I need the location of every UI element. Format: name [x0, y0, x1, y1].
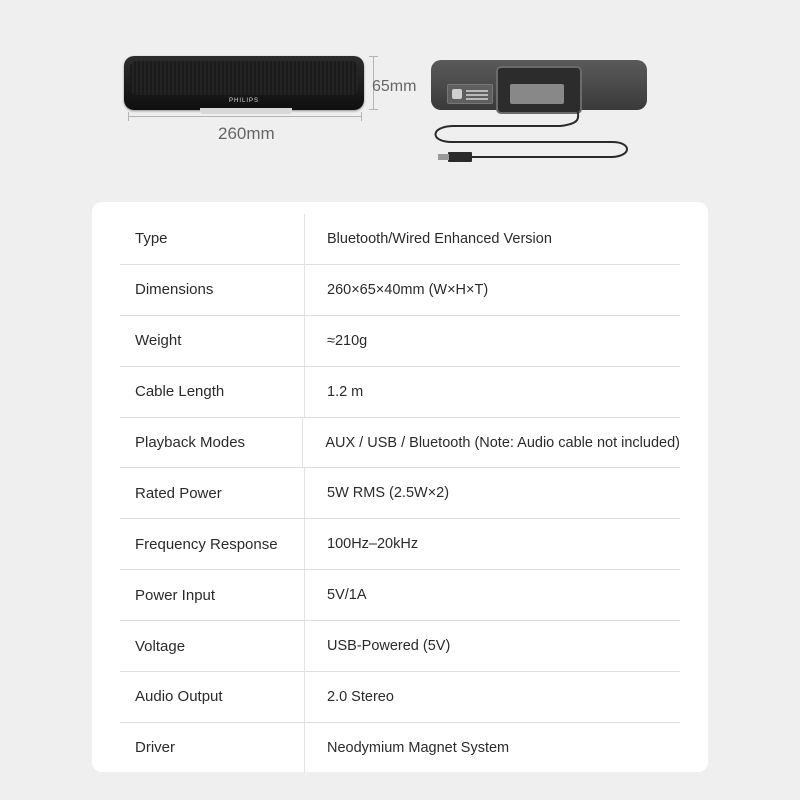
spec-value: 5W RMS (2.5W×2)	[327, 485, 450, 502]
spec-label: Dimensions	[120, 265, 305, 315]
height-label: 65mm	[372, 78, 417, 95]
spec-value: Neodymium Magnet System	[327, 739, 510, 756]
spec-value: ≈210g	[327, 332, 368, 349]
spec-label: Weight	[120, 316, 305, 366]
spec-value: 1.2 m	[327, 383, 364, 400]
usb-cable-icon	[0, 0, 800, 200]
soundbar-stand	[200, 108, 292, 114]
soundbar-front-image	[124, 56, 364, 110]
spec-value: Bluetooth/Wired Enhanced Version	[327, 230, 552, 247]
spec-label: Frequency Response	[120, 519, 305, 569]
spec-row	[120, 367, 680, 418]
spec-value: 260×65×40mm (W×H×T)	[327, 281, 489, 298]
spec-label: Rated Power	[120, 468, 305, 518]
spec-row	[120, 418, 680, 469]
width-label: 260mm	[218, 124, 275, 143]
spec-row	[120, 723, 680, 773]
spec-label: Audio Output	[120, 672, 305, 722]
mount-clip-plate	[510, 84, 564, 104]
spec-row	[120, 214, 680, 265]
speaker-grille	[130, 61, 358, 95]
spec-row	[120, 621, 680, 672]
spec-label: Cable Length	[120, 367, 305, 417]
spec-label: Power Input	[120, 570, 305, 620]
spec-row	[120, 468, 680, 519]
spec-card	[92, 202, 708, 772]
spec-value: 100Hz–20kHz	[327, 536, 419, 553]
spec-label: Voltage	[120, 621, 305, 671]
spec-table	[120, 214, 680, 773]
spec-row	[120, 672, 680, 723]
spec-row	[120, 519, 680, 570]
brand-logo: PHILIPS	[228, 98, 259, 104]
spec-value: 5V/1A	[327, 587, 367, 604]
spec-label: Type	[120, 214, 305, 264]
spec-row	[120, 316, 680, 367]
width-dimension-line	[128, 116, 362, 117]
rating-label-sticker	[447, 84, 493, 104]
spec-row	[120, 265, 680, 316]
spec-value: AUX / USB / Bluetooth (Note: Audio cable not included)	[325, 434, 680, 451]
spec-value: USB-Powered (5V)	[327, 638, 451, 655]
spec-label: Driver	[120, 723, 305, 773]
spec-label: Playback Modes	[120, 418, 303, 468]
spec-value: 2.0 Stereo	[327, 688, 394, 705]
spec-row	[120, 570, 680, 621]
